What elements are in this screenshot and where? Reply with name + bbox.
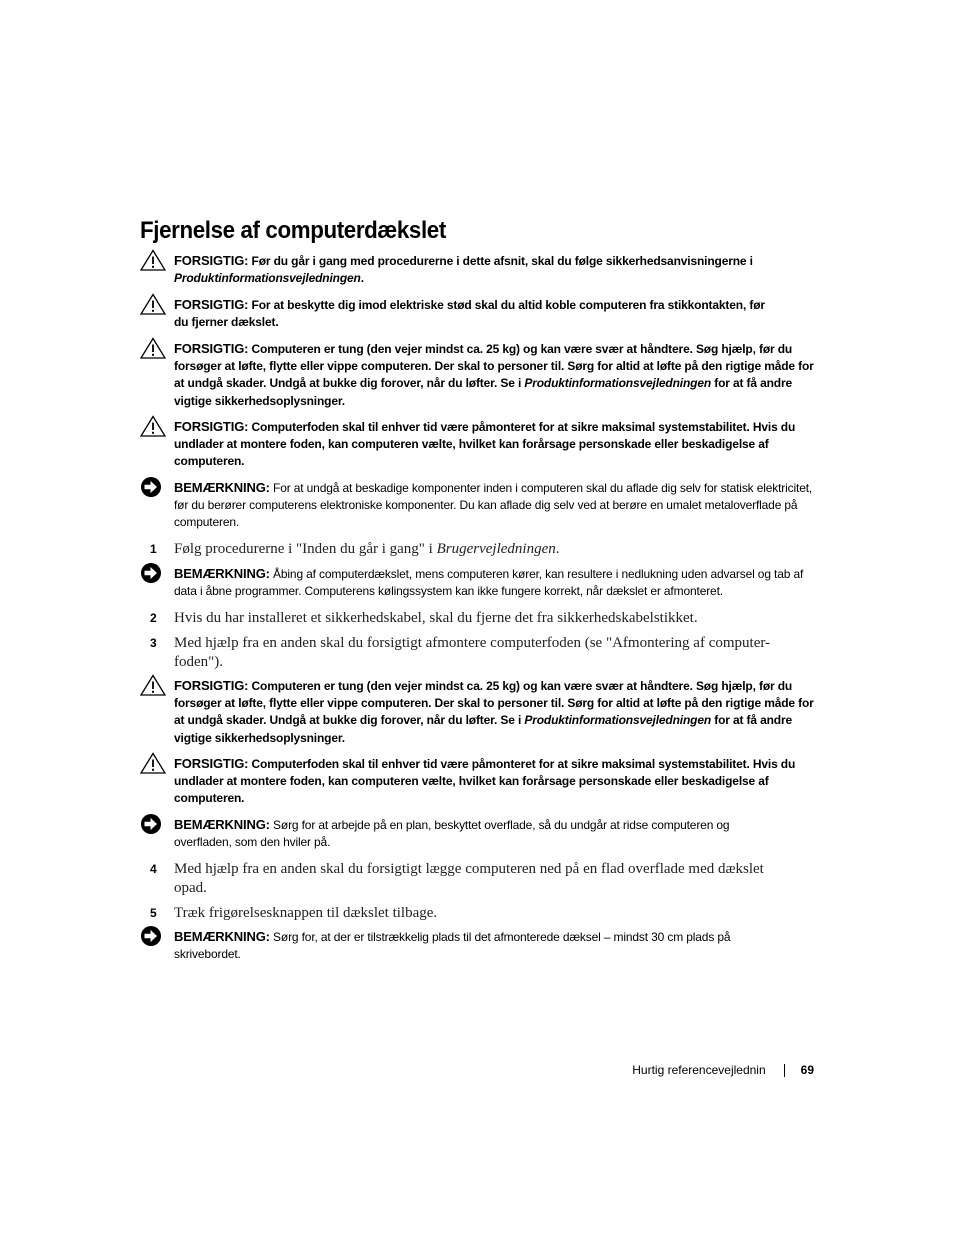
step-number: 3	[150, 636, 157, 650]
step-item	[150, 904, 810, 923]
notice-text	[174, 816, 764, 851]
notice-label: BEMÆRKNING:	[174, 817, 270, 832]
step-text: Med hjælp fra en anden skal du forsigtigt afmontere computerfoden (se "Afmontering af computer-foden").	[174, 635, 771, 670]
caution-note	[140, 677, 820, 747]
caution-note	[140, 755, 820, 808]
notice-body: Sørg for at arbejde på en plan, beskyttet overflade, så du undgår at ridse computeren og overfladen, som den hviler på.	[174, 818, 730, 850]
guide-title: Hurtig referencevejlednin	[632, 1063, 766, 1077]
caution-body-end: for at få andre vigtige sikkerhedsoplysninger.	[174, 376, 792, 408]
notice-text	[174, 565, 820, 600]
step-text: Træk frigørelsesknappen til dækslet tilbage.	[174, 905, 438, 921]
caution-text	[174, 252, 820, 287]
caution-body: Computeren er tung (den vejer mindst ca. 25 kg) og kan være svær at håndtere. Søg hjælp, før du forsøger at løfte, flytte eller vippe computeren. Der skal to personer til. Sørg for altid at løfte på den rigtige måde for at undgå skader. Undgå at bukke dig forover, når du løfter. Se i	[174, 342, 814, 391]
caution-body: Computerfoden skal til enhver tid være påmonteret for at sikre maksimal systemstabilitet. Hvis du undlader at montere foden, kan computeren vælte, hvilket kan forårsage personskade eller beskadigelse af computeren.	[174, 420, 796, 469]
caution-body: Før du går i gang med procedurerne i dette afsnit, skal du følge sikkerhedsanvisningerne i	[251, 254, 753, 268]
caution-text	[174, 296, 774, 331]
manual-reference: Brugervejledningen	[436, 541, 556, 557]
caution-body-end: .	[360, 271, 364, 286]
warning-triangle-icon	[140, 337, 166, 359]
step-number: 1	[150, 542, 157, 556]
warning-triangle-icon	[140, 752, 166, 774]
caution-label: FORSIGTIG:	[174, 341, 249, 356]
step-text-end: .	[555, 541, 560, 557]
warning-triangle-icon	[140, 249, 166, 271]
caution-label: FORSIGTIG:	[174, 297, 249, 312]
caution-note	[140, 296, 820, 331]
caution-text	[174, 340, 820, 410]
manual-reference: Produktinformationsvejledningen	[524, 713, 712, 728]
step-number: 5	[150, 906, 157, 920]
notice-body: For at undgå at beskadige komponenter inden i computeren skal du aflade dig selv for statisk elektricitet, før du berører computerens elektroniske komponenter. Du kan aflade dig selv ved at berøre en umalet metaloverflade på computeren.	[174, 481, 813, 530]
manual-reference: Produktinformationsvejledningen	[524, 376, 712, 391]
step-text: Med hjælp fra en anden skal du forsigtigt lægge computeren ned på en flad overflade med dækslet opad.	[174, 861, 764, 896]
caution-note	[140, 340, 820, 410]
page-footer	[632, 1062, 814, 1078]
notice-arrow-icon	[140, 476, 166, 498]
notice-note	[140, 928, 820, 963]
warning-triangle-icon	[140, 415, 166, 437]
caution-label: FORSIGTIG:	[174, 419, 249, 434]
notice-body: Sørg for, at der er tilstrækkelig plads til det afmonterede dæksel – mindst 30 cm plads på skrivebordet.	[174, 930, 731, 962]
caution-note	[140, 252, 820, 287]
step-text-body: Følg procedurerne i "Inden du går i gang" i	[174, 541, 437, 557]
step-text: Hvis du har installeret et sikkerhedskabel, skal du fjerne det fra sikkerhedskabelstikket.	[174, 610, 698, 626]
step-text	[174, 540, 810, 559]
notice-arrow-icon	[140, 813, 166, 835]
step-item	[150, 634, 810, 672]
caution-body-end: for at få andre vigtige sikkerhedsoplysninger.	[174, 713, 792, 745]
warning-triangle-icon	[140, 674, 166, 696]
step-number: 2	[150, 611, 157, 625]
caution-label: FORSIGTIG:	[174, 678, 249, 693]
step-item	[150, 609, 810, 628]
notice-note	[140, 816, 820, 851]
notice-label: BEMÆRKNING:	[174, 480, 270, 495]
caution-body: For at beskytte dig imod elektriske stød skal du altid koble computeren fra stikkontakten, før du fjerner dækslet.	[174, 298, 765, 330]
page-title: Fjernelse af computerdækslet	[140, 217, 446, 244]
page-number: 69	[800, 1063, 814, 1077]
manual-reference: Produktinformationsvejledningen	[174, 271, 361, 286]
caution-text	[174, 418, 820, 471]
caution-note	[140, 418, 820, 471]
step-item	[150, 860, 810, 898]
caution-body: Computerfoden skal til enhver tid være påmonteret for at sikre maksimal systemstabilitet. Hvis du undlader at montere foden, kan computeren vælte, hvilket kan forårsage personskade eller beskadigelse af computeren.	[174, 757, 796, 806]
warning-triangle-icon	[140, 293, 166, 315]
notice-body: Åbing af computerdækslet, mens computeren kører, kan resultere i nedlukning uden advarsel og tab af data i åbne programmer. Computerens kølingssystem kan ikke fungere korrekt, når dækslet er afmonteret.	[174, 567, 804, 599]
footer-divider	[784, 1064, 785, 1077]
notice-arrow-icon	[140, 925, 166, 947]
notice-label: BEMÆRKNING:	[174, 566, 270, 581]
caution-label: FORSIGTIG:	[174, 756, 249, 771]
caution-body: Computeren er tung (den vejer mindst ca. 25 kg) og kan være svær at håndtere. Søg hjælp, før du forsøger at løfte, flytte eller vippe computeren. Der skal to personer til. Sørg for altid at løfte på den rigtige måde for at undgå skader. Undgå at bukke dig forover, når du løfter. Se i	[174, 679, 814, 728]
notice-text	[174, 928, 764, 963]
step-number: 4	[150, 862, 157, 876]
caution-text	[174, 755, 820, 808]
notice-arrow-icon	[140, 562, 166, 584]
notice-text	[174, 479, 820, 532]
step-item	[150, 540, 810, 559]
notice-note	[140, 565, 820, 600]
caution-label: FORSIGTIG:	[174, 253, 249, 268]
caution-text	[174, 677, 820, 747]
notice-note	[140, 479, 820, 532]
notice-label: BEMÆRKNING:	[174, 929, 270, 944]
